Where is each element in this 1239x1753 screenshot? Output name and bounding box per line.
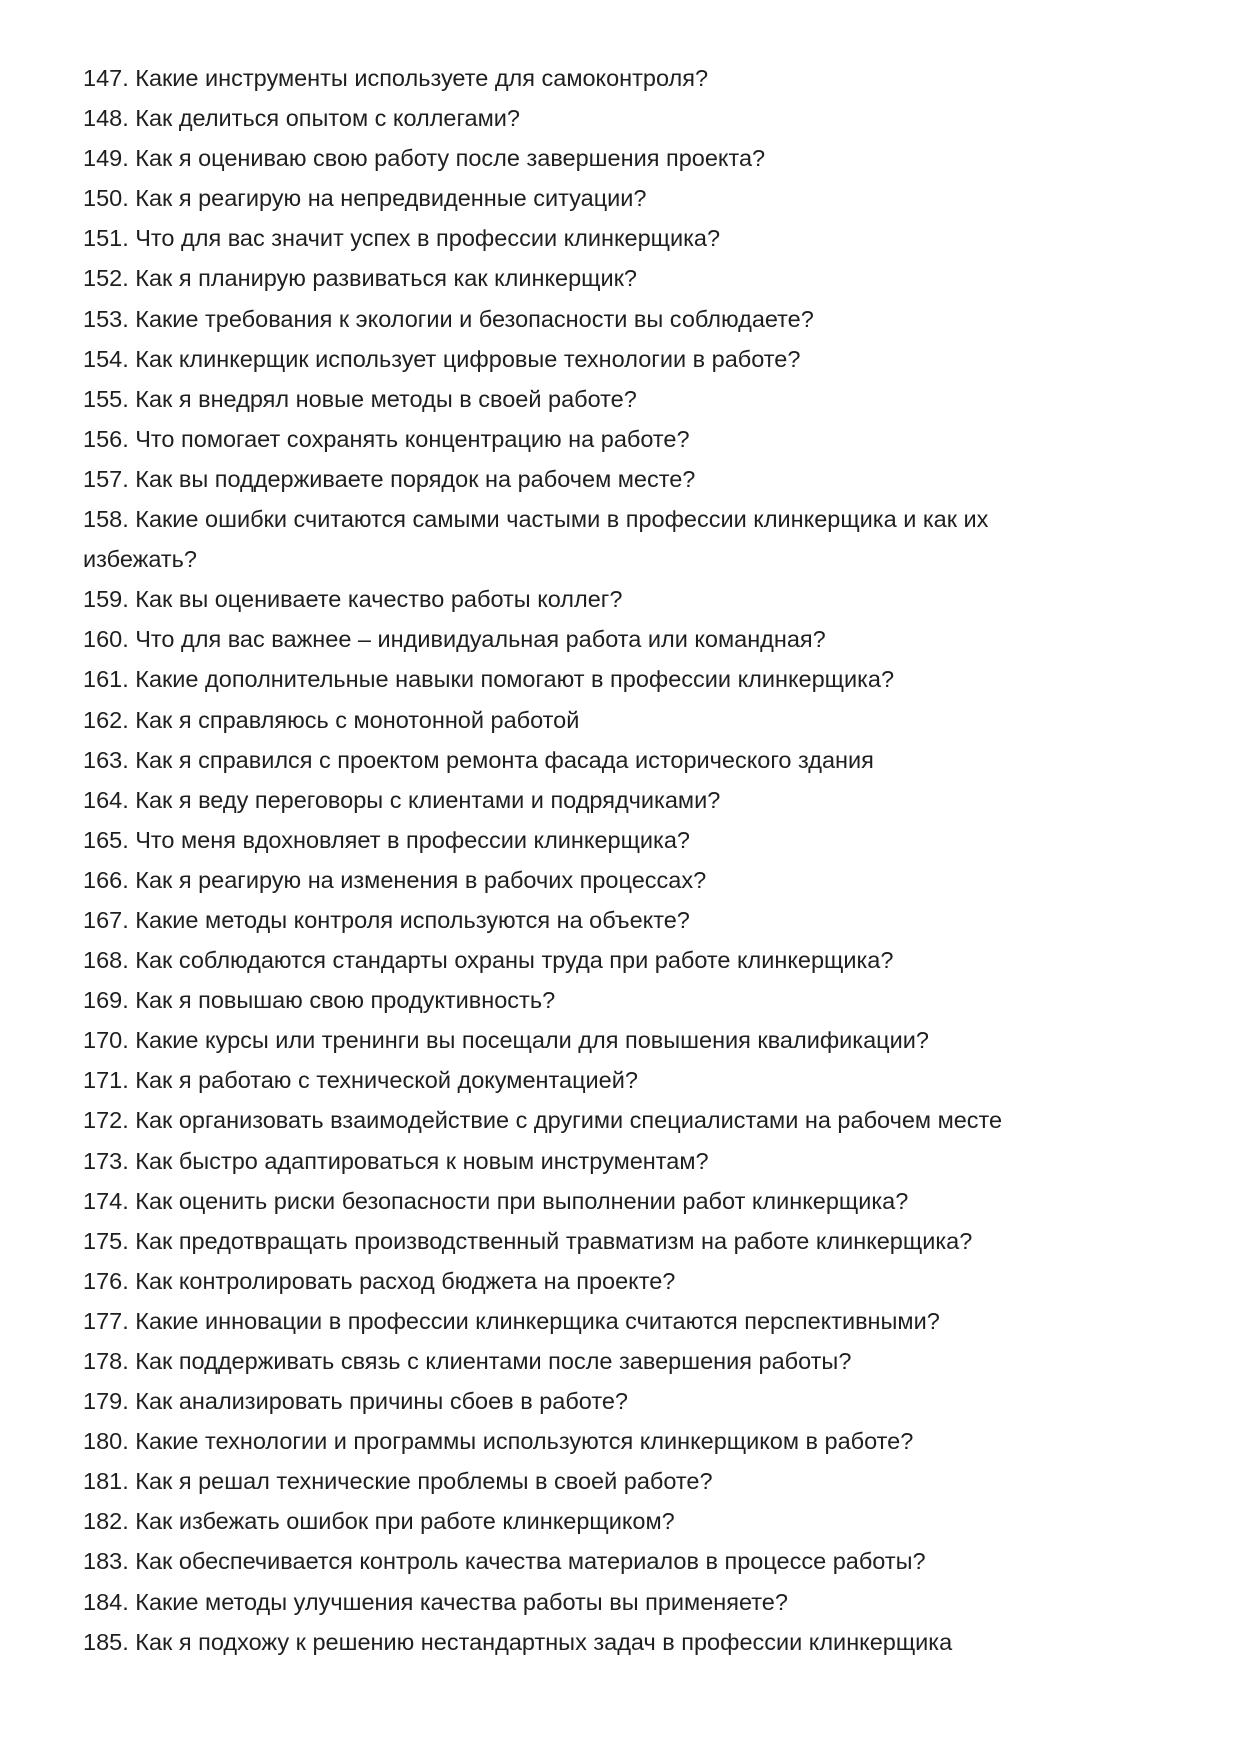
question-item: 159. Как вы оцениваете качество работы коллег? — [83, 586, 623, 613]
question-item: 156. Что помогает сохранять концентрацию на работе? — [83, 425, 690, 452]
question-item: 163. Как я справился с проектом ремонта фасада исторического здания — [83, 746, 874, 773]
question-item: 181. Как я решал технические проблемы в своей работе? — [83, 1468, 713, 1495]
question-item: 177. Какие инновации в профессии клинкерщика считаются перспективными? — [83, 1307, 940, 1334]
question-item: 162. Как я справляюсь с монотонной работой — [83, 706, 580, 733]
question-item: 161. Какие дополнительные навыки помогают в профессии клинкерщика? — [83, 666, 895, 693]
question-item: 176. Как контролировать расход бюджета на проекте? — [83, 1267, 676, 1294]
question-item: 147. Какие инструменты используете для самоконтроля? — [83, 65, 709, 91]
question-item: 165. Что меня вдохновляет в профессии клинкерщика? — [83, 826, 690, 853]
question-item: 151. Что для вас значит успех в профессии клинкерщика? — [83, 225, 721, 252]
question-item: 179. Как анализировать причины сбоев в работе? — [83, 1388, 628, 1415]
question-item: 180. Какие технологии и программы используются клинкерщиком в работе? — [83, 1428, 914, 1455]
question-item: 174. Как оценить риски безопасности при выполнении работ клинкерщика? — [83, 1187, 909, 1214]
question-item: 152. Как я планирую развиваться как клинкерщик? — [83, 265, 637, 292]
question-item: 167. Какие методы контроля используются на объекте? — [83, 906, 690, 933]
question-item: 149. Как я оцениваю свою работу после завершения проекта? — [83, 145, 766, 172]
question-item: 171. Как я работаю с технической документацией? — [83, 1067, 638, 1094]
question-list — [83, 58, 1183, 1662]
question-item: 150. Как я реагирую на непредвиденные ситуации? — [83, 185, 647, 212]
question-item: 184. Какие методы улучшения качества работы вы применяете? — [83, 1588, 788, 1615]
question-item: 154. Как клинкерщик использует цифровые технологии в работе? — [83, 345, 801, 372]
question-item: 166. Как я реагирую на изменения в рабочих процессах? — [83, 866, 707, 893]
question-item: 155. Как я внедрял новые методы в своей работе? — [83, 385, 637, 412]
question-item: 160. Что для вас важнее – индивидуальная работа или командная? — [83, 626, 826, 653]
question-item: 164. Как я веду переговоры с клиентами и подрядчиками? — [83, 786, 721, 813]
question-item: 182. Как избежать ошибок при работе клинкерщиком? — [83, 1508, 675, 1535]
question-item: 183. Как обеспечивается контроль качества материалов в процессе работы? — [83, 1548, 926, 1575]
question-item: 148. Как делиться опытом с коллегами? — [83, 105, 520, 132]
question-item: 170. Какие курсы или тренинги вы посещали для повышения квалификации? — [83, 1027, 929, 1054]
question-item: 185. Как я подхожу к решению нестандартных задач в профессии клинкерщика — [83, 1628, 953, 1655]
question-item: 175. Как предотвращать производственный травматизм на работе клинкерщика? — [83, 1227, 973, 1254]
question-item: 169. Как я повышаю свою продуктивность? — [83, 987, 556, 1014]
question-item: 178. Как поддерживать связь с клиентами после завершения работы? — [83, 1348, 852, 1374]
question-item: 172. Как организовать взаимодействие с другими специалистами на рабочем месте — [83, 1107, 1003, 1134]
question-item: 173. Как быстро адаптироваться к новым инструментам? — [83, 1147, 709, 1174]
question-item: 153. Какие требования к экологии и безопасности вы соблюдаете? — [83, 305, 814, 332]
question-item: 158. Какие ошибки считаются самыми частыми в профессии клинкерщика и как их избежать? — [83, 506, 989, 573]
question-item: 168. Как соблюдаются стандарты охраны труда при работе клинкерщика? — [83, 947, 894, 974]
question-item: 157. Как вы поддерживаете порядок на рабочем месте? — [83, 465, 696, 492]
